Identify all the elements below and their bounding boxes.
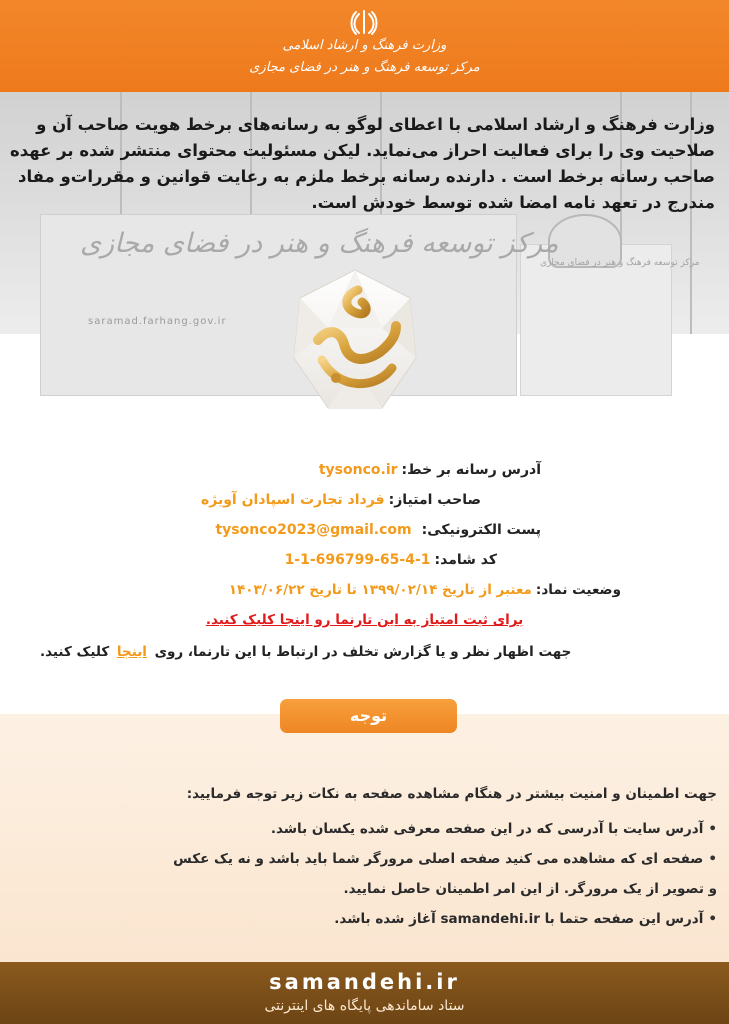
footer-domain[interactable]: samandehi.ir: [269, 970, 460, 994]
owner-row: [201, 492, 481, 508]
feedback-link[interactable]: اینجا: [116, 644, 147, 660]
bullet-mark: •: [708, 821, 717, 837]
iran-emblem-icon: [349, 8, 379, 36]
feedback-text-before: جهت اظهار نظر و یا گزارش تخلف در ارتباط با این تارنما، روی: [154, 644, 572, 660]
notice-intro: جهت اطمینان و امنیت بیشتر در هنگام مشاهده صفحه به نکات زیر توجه فرمایید:: [186, 786, 717, 802]
notice-badge: توجه: [280, 699, 457, 733]
background-url: saramad.farhang.gov.ir: [88, 316, 227, 327]
email-value[interactable]: tysonco2023@gmail.com: [215, 522, 412, 538]
owner-value: فرداد تجارت اسپادان آویژه: [201, 492, 385, 508]
list-item: و تصویر از یک مرورگر. از این امر اطمینان حاصل نمایید.: [343, 881, 717, 897]
email-label: پست الکترونیکی:: [421, 522, 541, 538]
address-row: [319, 462, 541, 478]
list-item: •آدرس سایت با آدرسی که در این صفحه معرفی شده یکسان باشد.: [270, 821, 717, 837]
feedback-text-after: کلیک کنید.: [40, 644, 110, 660]
address-label: آدرس رسانه بر خط:: [401, 462, 541, 478]
status-value: معتبر از تاریخ ۱۳۹۹/۰۲/۱۴ تا تاریخ ۱۴۰۳/۰۶/۲۲: [228, 582, 532, 598]
register-link[interactable]: برای ثبت امتیاز به این تارنما رو اینجا کلیک کنید.: [205, 612, 524, 628]
email-row: [215, 522, 541, 538]
owner-label: صاحب امتیاز:: [388, 492, 481, 508]
shamad-label: کد شامد:: [434, 552, 497, 568]
background-sign-text: مرکز توسعه فرهنگ و هنر در فضای مجازی: [80, 228, 559, 259]
shamad-value: 1-1-696799-65-4-1: [284, 552, 431, 568]
background-sign-small: مرکز توسعه فرهنگ و هنر در فضای مجازی: [540, 258, 700, 268]
footer-subtitle: ستاد ساماندهی پایگاه های اینترنتی: [264, 998, 465, 1014]
address-value[interactable]: tysonco.ir: [318, 462, 398, 478]
intro-paragraph: وزارت فرهنگ و ارشاد اسلامی با اعطای لوگو به رسانه‌های برخط هویت صاحب آن و صلاحیت وی را برای فعالیت احراز می‌نماید. لیکن مسئولیت محتوای منتشر شده بر عهده صاحب رسانه برخط است . دارنده رسانه برخط ملزم به رعایت قوانین و مقررات‌و مفاد مندرج در تعهد نامه امضا شده توسط خودش است.: [9, 115, 715, 212]
samandehi-logo-icon: [292, 268, 418, 418]
bullet-mark: •: [708, 851, 717, 867]
ministry-title: وزارت فرهنگ و ارشاد اسلامی: [282, 38, 447, 53]
status-label: وضعیت نماد:: [535, 582, 621, 598]
shamad-row: [285, 552, 497, 568]
list-item: •آدرس این صفحه حتما با samandehi.ir آغاز شده باشد.: [334, 911, 717, 927]
header-banner: [0, 0, 729, 92]
notice-list: [2, 814, 717, 934]
center-title: مرکز توسعه فرهنگ و هنر در فضای مجازی: [249, 60, 480, 75]
feedback-line: [40, 644, 571, 660]
bullet-mark: •: [708, 911, 717, 927]
list-item: •صفحه ای که مشاهده می کنید صفحه اصلی مرورگر شما باید باشد و نه یک عکس: [173, 851, 717, 867]
status-row: [229, 582, 621, 598]
footer-bar: [0, 962, 729, 1024]
